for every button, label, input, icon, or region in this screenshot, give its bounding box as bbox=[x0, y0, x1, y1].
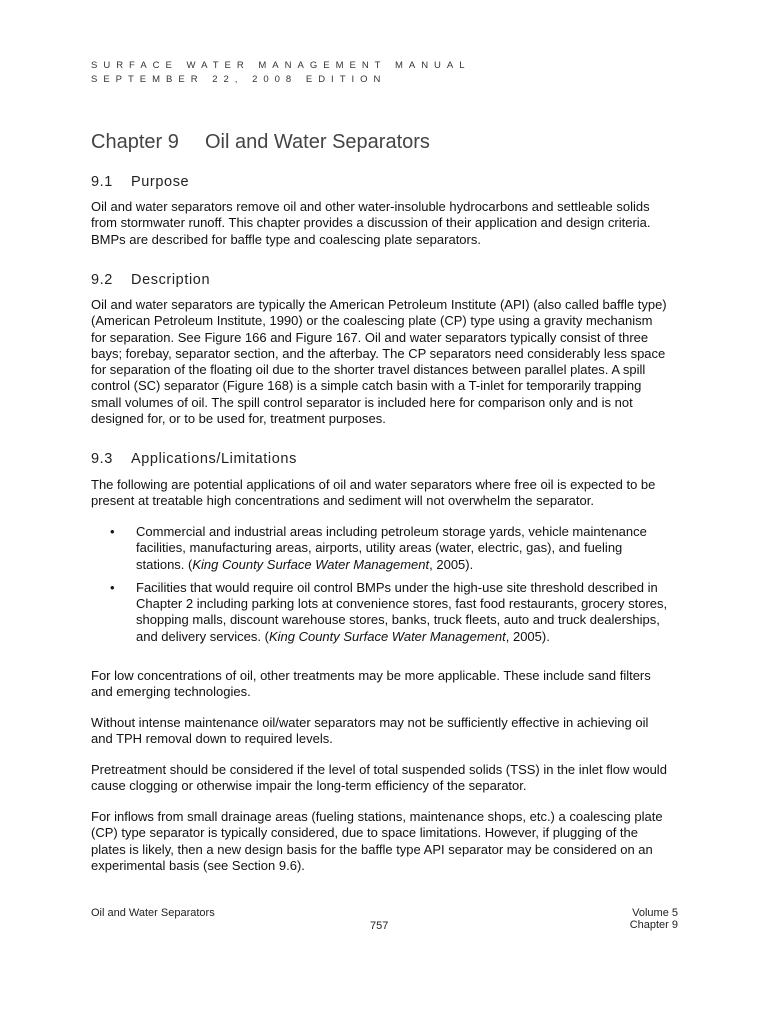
citation: King County Surface Water Management bbox=[192, 556, 430, 572]
paragraph: Oil and water separators remove oil and other water-insoluble hydrocarbons and settleable solids from stormwater runoff. This chapter provides a discussion of their application and design criteria. BMPs are described for baffle type and coalescing plate separators. bbox=[91, 199, 651, 247]
maintenance-note bbox=[91, 715, 671, 748]
section-number: 9.2 bbox=[91, 272, 113, 288]
bullet-icon: • bbox=[110, 524, 115, 539]
purpose-body bbox=[91, 199, 671, 248]
chapter-name: Oil and Water Separators bbox=[205, 131, 430, 153]
section-heading bbox=[91, 174, 671, 190]
footer-chapter-name: Oil and Water Separators bbox=[91, 907, 215, 919]
section-heading bbox=[91, 451, 671, 467]
section-purpose bbox=[91, 174, 671, 190]
paragraph: Without intense maintenance oil/water separators may not be sufficiently effective in achieving oil and TPH removal down to required levels. bbox=[91, 715, 649, 747]
inflow-note bbox=[91, 809, 671, 874]
running-header bbox=[91, 59, 471, 87]
section-title: Description bbox=[131, 272, 211, 288]
applications-intro bbox=[91, 477, 671, 510]
section-description bbox=[91, 272, 671, 288]
page-number: 757 bbox=[370, 920, 389, 932]
description-body bbox=[91, 297, 671, 427]
footer-volume: Volume 5 Chapter 9 bbox=[629, 907, 678, 931]
section-number: 9.3 bbox=[91, 451, 113, 467]
pretreatment-note bbox=[91, 762, 671, 795]
section-title: Purpose bbox=[131, 174, 190, 190]
section-title: Applications/Limitations bbox=[131, 451, 297, 467]
manual-title: SURFACE WATER MANAGEMENT MANUAL bbox=[91, 60, 471, 71]
paragraph: For inflows from small drainage areas (fueling stations, maintenance shops, etc.) a coalescing plate (CP) type separator is typically considered, due to space limitations. However, if plugging of the plates is likely, then a new design basis for the baffle type API separator may be considered on an experimental basis (see Section 9.6). bbox=[91, 809, 663, 873]
section-number: 9.1 bbox=[91, 174, 113, 190]
section-applications bbox=[91, 451, 671, 467]
citation: King County Surface Water Management bbox=[268, 628, 506, 644]
list-item: • Commercial and industrial areas including petroleum storage yards, vehicle maintenance facilities, manufacturing areas, airports, utility areas (water, electric, gas), and fueling stations. (King County Surface Water Management, 2005). bbox=[110, 524, 647, 572]
paragraph: The following are potential applications of oil and water separators where free oil is expected to be present at treatable high concentrations and sediment will not overwhelm the separator. bbox=[91, 477, 656, 509]
paragraph: Oil and water separators are typically the American Petroleum Institute (API) (also called baffle type) (American Petroleum Institute, 1990) or the coalescing plate (CP) type using a gravity mechanism for separation. See Figure 166 and Figure 167. Oil and water separators typically consist of three bays; forebay, separator section, and the afterbay. The CP separators need considerably less space for separation of the floating oil due to the shorter travel distances between parallel plates. A spill control (SC) separator (Figure 168) is a simple catch basin with a T-inlet for temporarily trapping small volumes of oil. The spill control separator is included here for comparison only and is not designed for, or to be used for, treatment purposes. bbox=[91, 297, 667, 427]
list-item: • Facilities that would require oil control BMPs under the high-use site threshold described in Chapter 2 including parking lots at convenience stores, fast food restaurants, grocery stores, shopping malls, discount warehouse stores, banks, truck fleets, auto and truck dealerships, and delivery services. (King County Surface Water Management, 2005). bbox=[110, 579, 668, 644]
edition-date: SEPTEMBER 22, 2008 EDITION bbox=[91, 74, 387, 85]
chapter-number: Chapter 9 bbox=[91, 131, 179, 153]
applications-list bbox=[110, 524, 670, 645]
bullet-icon: • bbox=[110, 579, 115, 595]
section-heading bbox=[91, 272, 671, 288]
paragraph: For low concentrations of oil, other treatments may be more applicable. These include sand filters and emerging technologies. bbox=[91, 668, 651, 700]
low-concentration-note bbox=[91, 668, 671, 701]
paragraph: Pretreatment should be considered if the level of total suspended solids (TSS) in the inlet flow would cause clogging or otherwise impair the long-term efficiency of the separator. bbox=[91, 762, 667, 794]
chapter-title bbox=[91, 131, 430, 154]
